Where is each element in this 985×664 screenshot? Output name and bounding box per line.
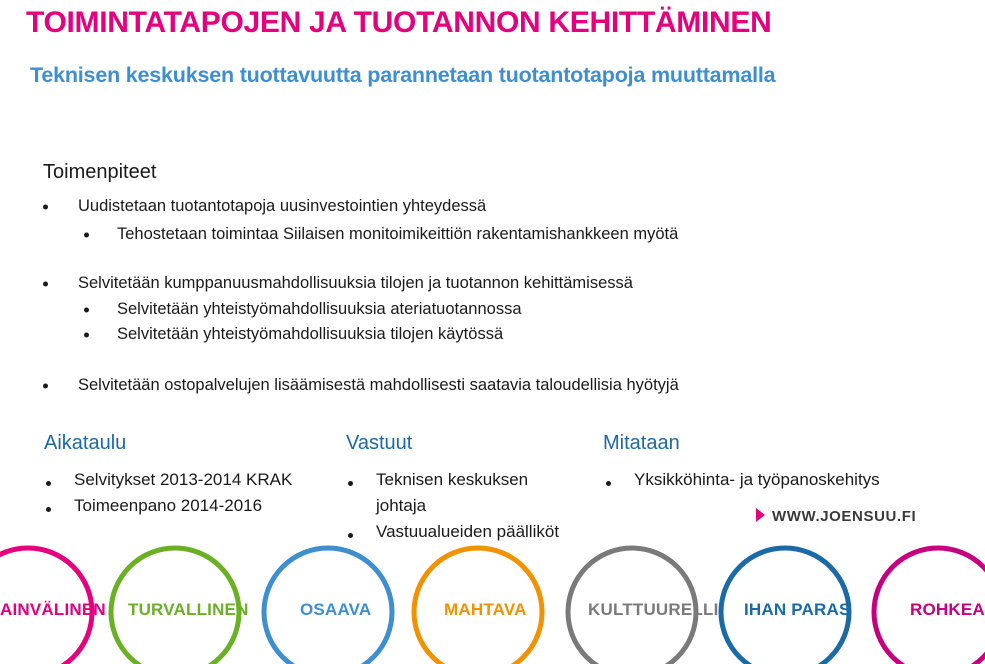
bullet-icon: [84, 232, 89, 237]
bullet-icon: [348, 481, 353, 486]
value-word: ROHKEA: [910, 600, 985, 619]
vastuut-heading: Vastuut: [346, 432, 413, 454]
bullet-icon: [606, 481, 611, 486]
value-word: AINVÄLINEN: [0, 600, 106, 619]
value-word: OSAAVA: [300, 600, 372, 619]
aikataulu-heading: Aikataulu: [44, 432, 127, 454]
vastuut-item: Vastuualueiden päälliköt: [376, 520, 559, 544]
mitataan-item: Yksikköhinta- ja työpanoskehitys: [634, 468, 880, 492]
value-word: TURVALLINEN: [128, 600, 249, 619]
vastuut-item: Teknisen keskuksen: [376, 468, 528, 492]
bullet-icon: [43, 204, 48, 209]
sub-list-item: Tehostetaan toimintaa Siilaisen monitoimikeittiön rakentamishankkeen myötä: [117, 225, 678, 244]
value-word: IHAN PARAS: [744, 600, 851, 619]
toimenpiteet-heading: Toimenpiteet: [43, 161, 157, 183]
list-item: Uudistetaan tuotantotapoja uusinvestointien yhteydessä: [78, 197, 486, 216]
sub-list-item: Selvitetään yhteistyömahdollisuuksia tilojen käytössä: [117, 325, 503, 344]
logo-arrow-icon: [756, 508, 765, 522]
bullet-icon: [46, 507, 51, 512]
bullet-icon: [348, 533, 353, 538]
bullet-icon: [43, 383, 48, 388]
bullet-icon: [84, 332, 89, 337]
aikataulu-item: Toimeenpano 2014-2016: [74, 494, 262, 518]
bullet-icon: [43, 281, 48, 286]
aikataulu-item: Selvitykset 2013-2014 KRAK: [74, 468, 292, 492]
list-item: Selvitetään kumppanuusmahdollisuuksia tilojen ja tuotannon kehittämisessä: [78, 274, 633, 293]
value-word: KULTTUURELLI: [588, 600, 719, 619]
joensuu-logo[interactable]: WWW.JOENSUU.FI: [756, 508, 916, 525]
values-band: [0, 550, 985, 664]
page-subtitle: Teknisen keskuksen tuottavuutta parannetaan tuotantotapoja muuttamalla: [30, 63, 776, 87]
mitataan-heading: Mitataan: [603, 432, 680, 454]
sub-list-item: Selvitetään yhteistyömahdollisuuksia ateriatuotannossa: [117, 300, 522, 319]
bullet-icon: [84, 307, 89, 312]
value-word: MAHTAVA: [444, 600, 527, 619]
bullet-icon: [46, 481, 51, 486]
vastuut-item-continued: johtaja: [376, 496, 427, 515]
page-title: TOIMINTATAPOJEN JA TUOTANNON KEHITTÄMINEN: [26, 6, 772, 39]
list-item: Selvitetään ostopalvelujen lisäämisestä mahdollisesti saatavia taloudellisia hyötyjä: [78, 376, 679, 395]
